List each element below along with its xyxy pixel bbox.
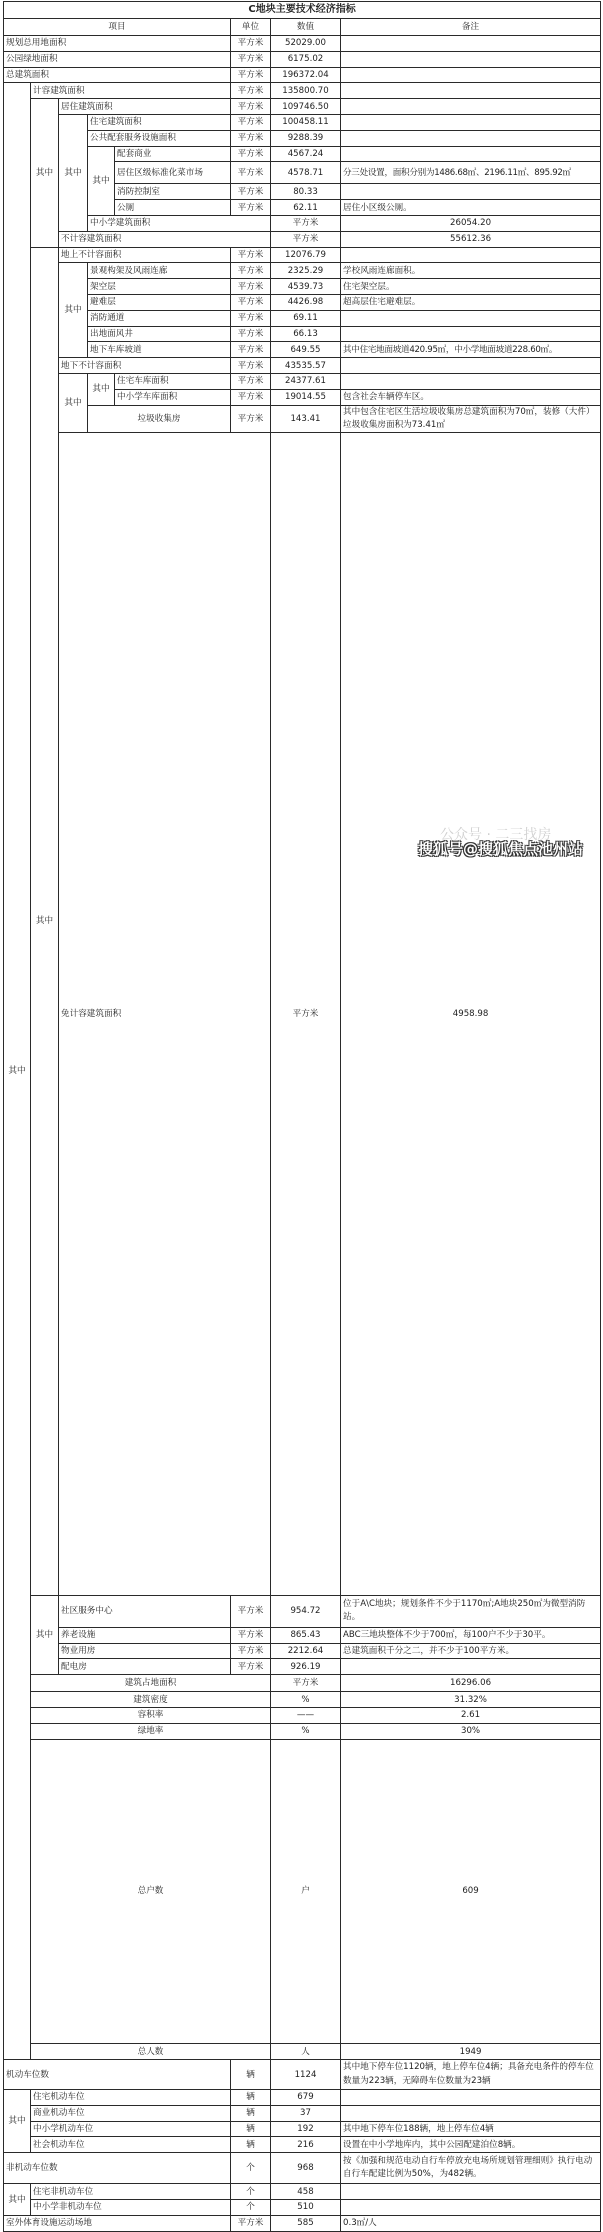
table-row [4,247,601,263]
row-value: 43535.57 [271,358,341,374]
table-row [4,2137,601,2153]
row-value: 609 [341,1739,601,2044]
row-value: 585 [271,2215,341,2231]
table-row [4,83,601,99]
row-unit: % [271,1723,341,1739]
row-unit: 人 [271,2044,341,2060]
row-label: 商业机动车位 [31,2105,231,2121]
row-unit: 平方米 [271,231,341,247]
row-unit: 平方米 [231,36,271,52]
row-label: 消防通道 [88,310,231,326]
row-label: 中小学建筑面积 [88,215,271,231]
table-row [4,294,601,310]
row-value: 9288.39 [271,130,341,146]
table-row [4,215,601,231]
row-value: 954.72 [271,1595,341,1627]
table-row [4,373,601,389]
row-remark [341,247,601,263]
row-unit: 个 [231,2200,271,2216]
row-remark: 包含社会车辆停车区。 [341,389,601,405]
row-label: 住宅机动车位 [31,2090,231,2106]
row-label: 规划总用地面积 [4,36,231,52]
row-remark [341,2105,601,2121]
row-unit: 辆 [231,2060,271,2090]
table-row [4,1627,601,1643]
row-label: 总建筑面积 [4,67,231,83]
row-value: 649.55 [271,342,341,358]
row-label: 架空层 [88,279,231,295]
row-remark [341,114,601,130]
row-remark [341,326,601,342]
row-label: 室外体育设施运动场地 [4,2215,231,2231]
row-value: 109746.50 [271,99,341,115]
row-value: 216 [271,2137,341,2153]
row-remark [341,2184,601,2200]
row-value: 100458.11 [271,114,341,130]
table-row [4,146,601,162]
table-row [4,2215,601,2231]
row-unit: 平方米 [231,184,271,200]
row-label: 垃圾收集房 [88,405,231,432]
row-label: 地下车库坡道 [88,342,231,358]
row-remark: 居住小区级公厕。 [341,200,601,216]
table-row [4,231,601,247]
row-value: 24377.61 [271,373,341,389]
row-remark [341,83,601,99]
row-value: 1949 [341,2044,601,2060]
row-unit: 平方米 [231,83,271,99]
row-label: 不计容建筑面积 [59,231,271,247]
header-unit: 单位 [231,19,271,36]
row-value: 926.19 [271,1659,341,1675]
row-unit: 平方米 [231,310,271,326]
row-label: 中小学车库面积 [115,389,231,405]
row-remark: 超高层住宅避难层。 [341,294,601,310]
row-value: 30% [341,1723,601,1739]
table-title: C地块主要技术经济指标 [4,2,601,19]
table-row [4,2200,601,2216]
row-label: 养老设施 [59,1627,231,1643]
table-row [4,67,601,83]
row-label: 绿地率 [31,1723,271,1739]
qizhong-group-label: 其中 [88,373,115,405]
row-label: 容积率 [31,1708,271,1724]
table-row [4,1739,601,2044]
row-remark [341,2090,601,2106]
row-label: 建筑密度 [31,1692,271,1708]
table-row [4,99,601,115]
row-value: 19014.55 [271,389,341,405]
row-remark: 总建筑面积千分之二，并不少于100平方米。 [341,1643,601,1659]
header-item: 项目 [4,19,231,36]
table-row [4,1659,601,1675]
row-value: 192 [271,2121,341,2137]
row-value: 31.32% [341,1692,601,1708]
row-unit: % [271,1692,341,1708]
row-value: 12076.79 [271,247,341,263]
row-unit: 平方米 [271,1675,341,1692]
row-unit: 平方米 [231,1627,271,1643]
row-label: 公厕 [115,200,231,216]
row-label: 出地面风井 [88,326,231,342]
row-remark: 其中地下停车位1120辆，地上停车位4辆；具备充电条件的停车位数量为223辆，无障碍车位数量为23辆 [341,2060,601,2090]
table-row [4,263,601,279]
qizhong-group-label: 其中 [59,373,88,432]
row-value: 1124 [271,2060,341,2090]
row-unit: 户 [271,1739,341,2044]
row-unit: 平方米 [231,1643,271,1659]
table-row [4,114,601,130]
row-unit: 平方米 [231,405,271,432]
row-label: 非机动车位数 [4,2153,231,2184]
table-row [4,326,601,342]
header-value: 数值 [271,19,341,36]
row-unit: 辆 [231,2121,271,2137]
row-value: 865.43 [271,1627,341,1643]
row-value: 458 [271,2184,341,2200]
qizhong-group-label: 其中 [4,2090,31,2153]
row-label: 地上不计容面积 [59,247,231,263]
row-unit: 平方米 [231,146,271,162]
row-unit: 平方米 [231,373,271,389]
row-unit: 辆 [231,2137,271,2153]
table-row [4,2184,601,2200]
row-remark: 学校风雨连廊面积。 [341,263,601,279]
table-row [4,2105,601,2121]
row-remark: 位于A\C地块；规划条件不少于1170㎡;A地块250㎡为微型消防站。 [341,1595,601,1627]
row-remark [341,67,601,83]
row-label: 居住建筑面积 [59,99,231,115]
row-unit: 平方米 [231,389,271,405]
row-remark [341,36,601,52]
row-remark: 设置在中小学地库内，其中公园配建泊位8辆。 [341,2137,601,2153]
row-label: 机动车位数 [4,2060,231,2090]
row-label: 建筑占地面积 [31,1675,271,1692]
row-value: 2325.29 [271,263,341,279]
table-row [4,2121,601,2137]
header-remark: 备注 [341,19,601,36]
row-label: 住宅车库面积 [115,373,231,389]
qizhong-group-label: 其中 [4,2184,31,2216]
qizhong-group-label: 其中 [31,99,59,247]
row-label: 公共配套服务设施面积 [88,130,231,146]
row-value: 4578.71 [271,162,341,184]
row-remark [341,51,601,67]
table-row [4,358,601,374]
table-row [4,2090,601,2106]
table-row [4,51,601,67]
row-unit: —— [271,1708,341,1724]
row-unit: 平方米 [231,326,271,342]
row-value: 62.11 [271,200,341,216]
row-unit: 平方米 [271,432,341,1595]
row-remark: 其中包含住宅区生活垃圾收集房总建筑面积为70㎡，装修（大件）垃圾收集房面积为73.41㎡ [341,405,601,432]
row-unit: 平方米 [231,51,271,67]
row-remark: 其中地下停车位188辆，地上停车位4辆 [341,2121,601,2137]
row-unit: 平方米 [231,162,271,184]
row-unit: 平方米 [231,263,271,279]
row-value: 2212.64 [271,1643,341,1659]
indicator-table [3,1,601,2232]
qizhong-group-label: 其中 [4,83,31,2060]
row-label: 配套商业 [115,146,231,162]
qizhong-group-label: 其中 [31,1595,59,1674]
row-value: 37 [271,2105,341,2121]
indicator-table-container [3,1,600,2232]
row-unit: 个 [231,2184,271,2200]
row-label: 计容建筑面积 [31,83,231,99]
header-row [4,19,601,36]
row-unit: 辆 [231,2105,271,2121]
row-label: 中小学非机动车位 [31,2200,231,2216]
row-label: 避难层 [88,294,231,310]
row-value: 143.41 [271,405,341,432]
table-row [4,342,601,358]
row-unit: 平方米 [231,1595,271,1627]
row-value: 135800.70 [271,83,341,99]
row-value: 52029.00 [271,36,341,52]
row-label: 总人数 [31,2044,271,2060]
table-row [4,1595,601,1627]
table-row [4,310,601,326]
row-label: 总户数 [31,1739,271,2044]
row-value: 4958.98 [341,432,601,1595]
row-value: 968 [271,2153,341,2184]
row-label: 社区服务中心 [59,1595,231,1627]
table-row [4,2044,601,2060]
row-remark [341,99,601,115]
row-label: 公园绿地面积 [4,51,231,67]
watermark-faint: 公众号 · 二三找房 [440,827,552,843]
row-value: 80.33 [271,184,341,200]
table-row [4,1708,601,1724]
title-row [4,2,601,19]
row-value: 2.61 [341,1708,601,1724]
row-remark [341,184,601,200]
row-value: 66.13 [271,326,341,342]
row-remark [341,358,601,374]
row-remark [341,2200,601,2216]
row-remark: 其中住宅地面坡道420.95㎡，中小学地面坡道228.60㎡。 [341,342,601,358]
row-unit: 平方米 [231,294,271,310]
table-row [4,130,601,146]
row-unit: 平方米 [231,2215,271,2231]
row-unit: 平方米 [231,1659,271,1675]
row-unit: 平方米 [231,99,271,115]
table-row [4,279,601,295]
row-unit: 平方米 [231,200,271,216]
row-label: 社会机动车位 [31,2137,231,2153]
row-value: 6175.02 [271,51,341,67]
row-remark [341,1659,601,1675]
qizhong-group-label: 其中 [59,263,88,358]
row-remark [341,146,601,162]
row-unit: 平方米 [231,358,271,374]
row-value: 4567.24 [271,146,341,162]
table-row [4,1692,601,1708]
row-label: 住宅非机动车位 [31,2184,231,2200]
row-value: 4539.73 [271,279,341,295]
table-row [4,405,601,432]
row-remark: 0.3㎡/人 [341,2215,601,2231]
qizhong-group-label: 其中 [31,247,59,1595]
row-unit: 平方米 [231,114,271,130]
row-value: 510 [271,2200,341,2216]
table-row [4,2060,601,2090]
table-row [4,36,601,52]
row-unit: 平方米 [231,247,271,263]
row-unit: 辆 [231,2090,271,2106]
row-label: 景观构架及风雨连廊 [88,263,231,279]
row-remark: 分三处设置，面积分别为1486.68㎡、2196.11㎡、895.92㎡ [341,162,601,184]
row-label: 配电房 [59,1659,231,1675]
row-unit: 平方米 [231,67,271,83]
row-value: 196372.04 [271,67,341,83]
row-unit: 平方米 [231,342,271,358]
row-value: 55612.36 [341,231,601,247]
watermark: 搜狐号@搜狐焦点池州站 [418,840,584,858]
row-remark: ABC三地块整体不少于700㎡，每100户不少于30平。 [341,1627,601,1643]
row-value: 679 [271,2090,341,2106]
row-unit: 平方米 [231,130,271,146]
row-label: 居住区级标准化菜市场 [115,162,231,184]
row-unit: 平方米 [271,215,341,231]
table-row [4,432,601,1595]
qizhong-group-label: 其中 [59,114,88,231]
row-unit: 个 [231,2153,271,2184]
row-remark [341,310,601,326]
row-label: 物业用房 [59,1643,231,1659]
row-label: 住宅建筑面积 [88,114,231,130]
table-row [4,1723,601,1739]
row-remark: 按《加强和规范电动自行车停放充电场所规划管理细则》执行电动自行车配建比例为50%，为482辆。 [341,2153,601,2184]
table-row [4,1675,601,1692]
table-row [4,1643,601,1659]
row-label: 中小学机动车位 [31,2121,231,2137]
row-remark [341,373,601,389]
row-value: 16296.06 [341,1675,601,1692]
row-unit: 平方米 [231,279,271,295]
row-label: 地下不计容面积 [59,358,231,374]
row-label: 免计容建筑面积 [59,432,271,1595]
row-value: 26054.20 [341,215,601,231]
row-value: 69.11 [271,310,341,326]
row-remark: 住宅架空层。 [341,279,601,295]
row-label: 消防控制室 [115,184,231,200]
row-value: 4426.98 [271,294,341,310]
table-row [4,2153,601,2184]
qizhong-group-label: 其中 [88,146,115,215]
row-remark [341,130,601,146]
